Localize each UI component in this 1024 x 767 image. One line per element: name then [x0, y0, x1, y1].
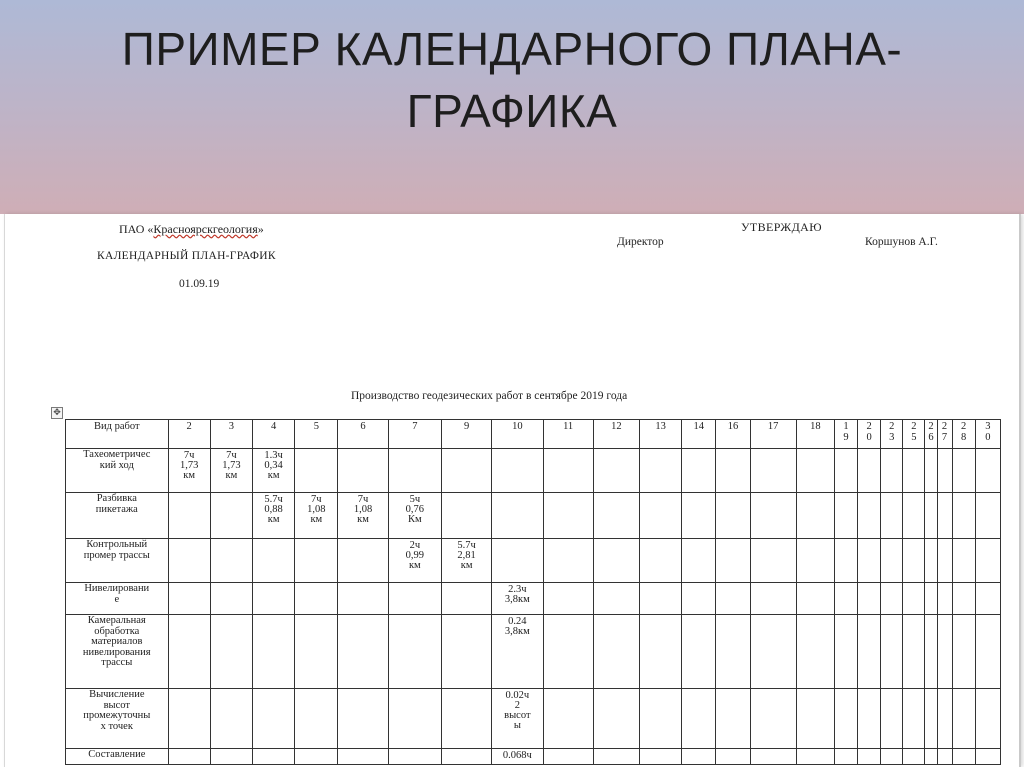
header-cell-day: 2 6 — [925, 420, 937, 449]
header-cell-work-type: Вид работ — [66, 420, 169, 449]
table-cell: 5.7ч 0,88 км — [252, 493, 294, 539]
table-cell — [640, 749, 682, 765]
table-cell — [925, 615, 937, 689]
table-cell — [388, 583, 441, 615]
table-cell: 0.24 3,8км — [492, 615, 543, 689]
table-cell: 1.3ч 0,34 км — [252, 449, 294, 493]
table-cell: 2ч 0,99 км — [388, 539, 441, 583]
table-cell — [543, 449, 593, 493]
slide-title-line-2: ГРАФИКА — [406, 85, 618, 137]
table-cell: 2.3ч 3,8км — [492, 583, 543, 615]
table-cell — [441, 583, 491, 615]
table-row — [66, 493, 1001, 539]
table-cell — [210, 615, 252, 689]
table-cell — [716, 449, 750, 493]
header-cell-day: 2 3 — [881, 420, 903, 449]
table-cell — [716, 749, 750, 765]
table-cell: 7ч 1,73 км — [210, 449, 252, 493]
table-cell — [796, 689, 834, 749]
header-cell-day: 17 — [750, 420, 796, 449]
table-cell — [492, 493, 543, 539]
table-cell — [952, 749, 975, 765]
header-cell-day: 7 — [388, 420, 441, 449]
table-cell — [835, 689, 858, 749]
table-cell — [168, 615, 210, 689]
table-cell — [750, 689, 796, 749]
table-row — [66, 615, 1001, 689]
table-cell — [858, 493, 881, 539]
table-cell — [975, 749, 1000, 765]
table-header-row — [66, 420, 1001, 449]
table-cell — [937, 615, 952, 689]
table-cell — [858, 583, 881, 615]
table-cell — [168, 749, 210, 765]
row-label-cell: Камеральная обработка материалов нивелирования трассы — [66, 615, 169, 689]
table-cell — [295, 689, 338, 749]
header-cell-day: 18 — [796, 420, 834, 449]
table-cell — [835, 449, 858, 493]
header-cell-day: 2 0 — [858, 420, 881, 449]
table-cell — [858, 749, 881, 765]
table-cell — [858, 615, 881, 689]
table-cell — [937, 749, 952, 765]
table-cell — [593, 449, 639, 493]
table-cell — [338, 449, 388, 493]
table-cell — [682, 749, 716, 765]
table-cell — [881, 493, 903, 539]
table-cell — [441, 615, 491, 689]
table-cell — [338, 689, 388, 749]
table-row — [66, 749, 1001, 765]
header-cell-day: 13 — [640, 420, 682, 449]
plan-title: КАЛЕНДАРНЫЙ ПЛАН-ГРАФИК — [97, 250, 276, 262]
table-cell — [835, 749, 858, 765]
row-label-cell: Тахеометричес кий ход — [66, 449, 169, 493]
table-row — [66, 583, 1001, 615]
table-cell — [543, 493, 593, 539]
table-cell — [295, 449, 338, 493]
document-page — [4, 214, 1021, 767]
table-cell — [441, 749, 491, 765]
table-cell: 5.7ч 2,81 км — [441, 539, 491, 583]
table-cell — [338, 749, 388, 765]
table-cell — [543, 539, 593, 583]
approval-label: УТВЕРЖДАЮ — [741, 220, 822, 234]
table-cell — [492, 449, 543, 493]
table-cell — [952, 493, 975, 539]
table-move-handle-icon[interactable]: ✥ — [51, 407, 63, 419]
table-cell — [640, 493, 682, 539]
table-cell — [640, 689, 682, 749]
table-cell — [338, 583, 388, 615]
director-name: Коршунов А.Г. — [865, 236, 938, 248]
table-cell — [881, 583, 903, 615]
table-cell — [925, 493, 937, 539]
table-cell — [750, 749, 796, 765]
table-cell — [796, 615, 834, 689]
table-cell — [881, 689, 903, 749]
table-cell — [441, 689, 491, 749]
table-cell — [441, 449, 491, 493]
table-cell — [682, 539, 716, 583]
table-row — [66, 539, 1001, 583]
row-label-cell: Составление — [66, 749, 169, 765]
table-cell — [388, 689, 441, 749]
header-cell-day: 2 7 — [937, 420, 952, 449]
table-cell — [543, 749, 593, 765]
table-cell — [543, 583, 593, 615]
header-cell-day: 5 — [295, 420, 338, 449]
table-cell — [593, 493, 639, 539]
header-cell-day: 9 — [441, 420, 491, 449]
slide-header — [0, 0, 1024, 214]
table-cell — [858, 449, 881, 493]
table-cell — [640, 449, 682, 493]
header-cell-day: 3 0 — [975, 420, 1000, 449]
table-cell — [295, 583, 338, 615]
table-cell — [593, 539, 639, 583]
table-cell — [210, 583, 252, 615]
header-cell-day: 6 — [338, 420, 388, 449]
table-cell — [858, 539, 881, 583]
table-cell — [937, 539, 952, 583]
table-cell — [750, 583, 796, 615]
table-cell — [593, 689, 639, 749]
table-cell — [252, 689, 294, 749]
table-cell — [682, 583, 716, 615]
header-cell-day: 2 8 — [952, 420, 975, 449]
table-cell — [168, 539, 210, 583]
table-cell — [338, 539, 388, 583]
schedule-table — [65, 419, 1001, 765]
table-cell — [168, 493, 210, 539]
table-cell — [716, 493, 750, 539]
table-cell — [682, 493, 716, 539]
table-cell — [492, 539, 543, 583]
table-cell — [543, 615, 593, 689]
table-cell — [937, 583, 952, 615]
table-cell — [441, 493, 491, 539]
table-cell — [750, 539, 796, 583]
header-cell-day: 4 — [252, 420, 294, 449]
slide-title — [0, 18, 1024, 142]
table-cell — [881, 539, 903, 583]
table-cell — [252, 539, 294, 583]
table-cell — [835, 493, 858, 539]
table-cell — [903, 449, 925, 493]
table-cell — [716, 583, 750, 615]
table-cell — [295, 539, 338, 583]
table-cell: 0.068ч — [492, 749, 543, 765]
header-cell-day: 1 9 — [835, 420, 858, 449]
table-cell: 7ч 1,73 км — [168, 449, 210, 493]
table-cell — [975, 493, 1000, 539]
table-cell — [210, 689, 252, 749]
table-cell — [903, 689, 925, 749]
table-cell — [925, 583, 937, 615]
table-cell — [925, 749, 937, 765]
director-label: Директор — [617, 236, 664, 248]
table-cell: 5ч 0,76 Км — [388, 493, 441, 539]
table-cell — [750, 615, 796, 689]
header-cell-day: 12 — [593, 420, 639, 449]
table-cell — [937, 493, 952, 539]
header-cell-day: 14 — [682, 420, 716, 449]
row-label-cell: Разбивка пикетажа — [66, 493, 169, 539]
table-cell — [252, 583, 294, 615]
table-cell — [750, 449, 796, 493]
table-cell — [881, 449, 903, 493]
header-cell-day: 2 — [168, 420, 210, 449]
table-cell — [210, 539, 252, 583]
header-cell-day: 2 5 — [903, 420, 925, 449]
table-cell — [388, 615, 441, 689]
table-cell — [168, 689, 210, 749]
table-cell — [543, 689, 593, 749]
row-label-cell: Нивелировани е — [66, 583, 169, 615]
table-cell — [716, 615, 750, 689]
table-cell — [682, 449, 716, 493]
table-cell — [937, 449, 952, 493]
table-cell — [716, 689, 750, 749]
table-cell — [682, 689, 716, 749]
table-cell — [903, 615, 925, 689]
table-cell: 7ч 1,08 км — [295, 493, 338, 539]
table-cell — [338, 615, 388, 689]
table-cell — [937, 689, 952, 749]
table-cell — [975, 449, 1000, 493]
table-cell — [210, 493, 252, 539]
table-cell: 7ч 1,08 км — [338, 493, 388, 539]
table-cell — [593, 583, 639, 615]
table-cell — [925, 449, 937, 493]
table-cell — [903, 749, 925, 765]
table-cell — [975, 583, 1000, 615]
table-cell — [252, 749, 294, 765]
table-cell — [881, 615, 903, 689]
table-cell — [858, 689, 881, 749]
slide-title-line-1: ПРИМЕР КАЛЕНДАРНОГО ПЛАНА- — [121, 23, 903, 75]
table-cell — [682, 615, 716, 689]
table-cell — [716, 539, 750, 583]
table-cell — [295, 749, 338, 765]
table-caption: Производство геодезических работ в сентябре 2019 года — [351, 390, 628, 402]
plan-date: 01.09.19 — [179, 278, 220, 290]
table-row — [66, 449, 1001, 493]
table-cell — [750, 493, 796, 539]
header-cell-day: 3 — [210, 420, 252, 449]
table-cell — [796, 493, 834, 539]
table-cell — [975, 615, 1000, 689]
table-cell — [640, 539, 682, 583]
table-cell — [640, 615, 682, 689]
table-cell — [388, 449, 441, 493]
table-cell — [903, 493, 925, 539]
table-cell — [593, 749, 639, 765]
table-cell — [796, 749, 834, 765]
organization-name-text: Красноярскгеология — [153, 222, 258, 236]
table-cell — [975, 689, 1000, 749]
table-cell — [952, 689, 975, 749]
header-cell-day: 10 — [492, 420, 543, 449]
table-cell — [903, 539, 925, 583]
table-cell — [952, 539, 975, 583]
row-label-cell: Вычисление высот промежуточны х точек — [66, 689, 169, 749]
table-cell — [252, 615, 294, 689]
table-cell — [903, 583, 925, 615]
organization-name: ПАО «Красноярскгеология» — [119, 222, 264, 236]
schedule-table-body — [66, 420, 1001, 765]
table-cell — [210, 749, 252, 765]
table-cell — [925, 539, 937, 583]
table-cell — [952, 449, 975, 493]
table-cell — [835, 615, 858, 689]
table-cell — [168, 583, 210, 615]
row-label-cell: Контрольный промер трассы — [66, 539, 169, 583]
table-cell — [925, 689, 937, 749]
table-cell — [796, 449, 834, 493]
table-cell — [835, 539, 858, 583]
table-cell — [388, 749, 441, 765]
table-cell — [881, 749, 903, 765]
table-cell — [593, 615, 639, 689]
header-cell-day: 16 — [716, 420, 750, 449]
table-cell — [952, 615, 975, 689]
table-cell — [835, 583, 858, 615]
table-cell — [295, 615, 338, 689]
table-cell — [640, 583, 682, 615]
table-cell — [796, 583, 834, 615]
table-cell: 0.02ч 2 высот ы — [492, 689, 543, 749]
table-cell — [796, 539, 834, 583]
table-cell — [975, 539, 1000, 583]
header-cell-day: 11 — [543, 420, 593, 449]
table-row — [66, 689, 1001, 749]
table-cell — [952, 583, 975, 615]
